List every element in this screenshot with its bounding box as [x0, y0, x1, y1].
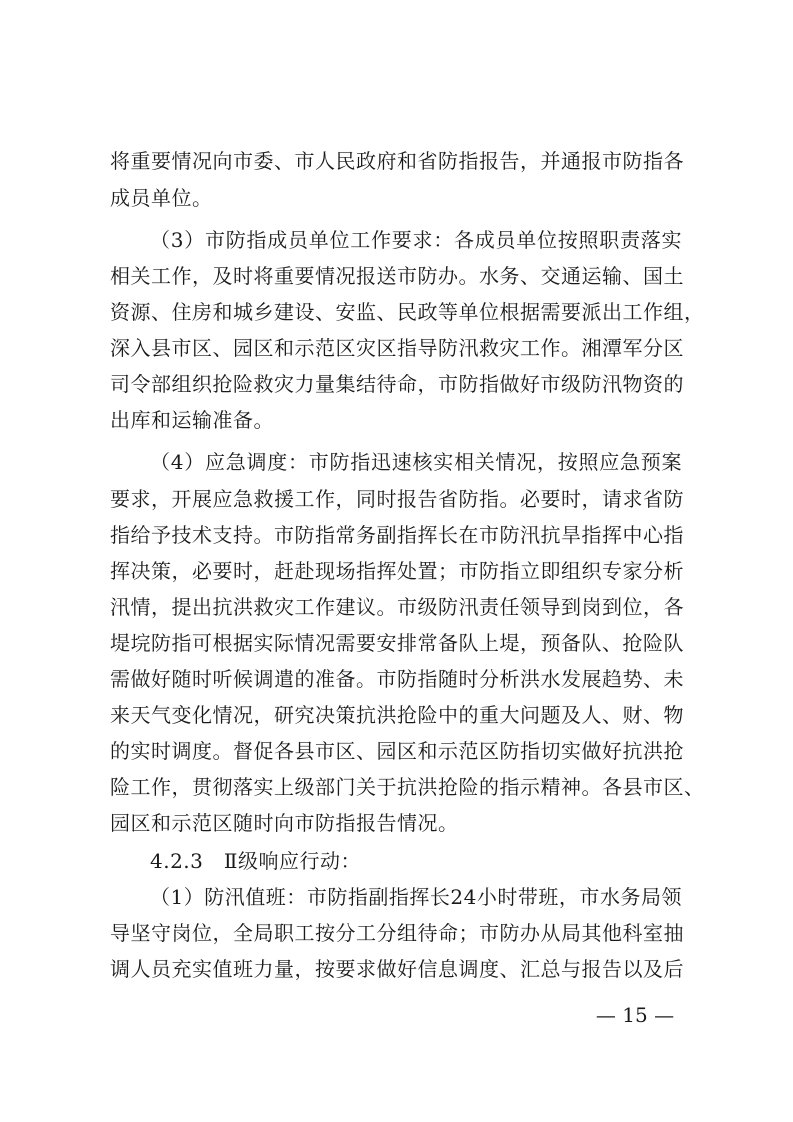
- text-line: 险工作，贯彻落实上级部门关于抗洪抢险的指示精神。各县市区、: [110, 775, 705, 799]
- text-line: 将重要情况向市委、市人民政府和省防指报告，并通报市防指各: [110, 149, 684, 173]
- text-line: 要求，开展应急救援工作，同时报告省防指。必要时，请求省防: [110, 487, 684, 511]
- text-line: 来天气变化情况，研究决策抗洪抢险中的重大问题及人、财、物: [110, 703, 684, 727]
- text-line: 汛情，提出抗洪救灾工作建议。市级防汛责任领导到岗到位，各: [110, 595, 684, 619]
- text-line: 资源、住房和城乡建设、安监、民政等单位根据需要派出工作组，: [110, 300, 705, 324]
- text-line: 司令部组织抢险救灾力量集结待命，市防指做好市级防汛物资的: [110, 372, 684, 396]
- text-line: 挥决策，必要时，赶赴现场指挥处置；市防指立即组织专家分析: [110, 559, 684, 583]
- text-line: 相关工作，及时将重要情况报送市防办。水务、交通运输、国土: [110, 264, 684, 288]
- text-line: 堤垸防指可根据实际情况需要安排常备队上堤，预备队、抢险队: [110, 631, 684, 655]
- text-line: 的实时调度。督促各县市区、园区和示范区防指切实做好抗洪抢: [110, 739, 684, 763]
- text-line: 需做好随时听候调遣的准备。市防指随时分析洪水发展趋势、未: [110, 667, 684, 691]
- page-number: — 15 —: [595, 1003, 675, 1027]
- section-heading: 4.2.3 Ⅱ级响应行动：: [150, 849, 361, 873]
- text-line: （3）市防指成员单位工作要求：各成员单位按照职责落实: [150, 228, 682, 252]
- text-line: （1）防汛值班：市防指副指挥长24小时带班，市水务局领: [150, 885, 682, 909]
- text-line: 园区和示范区随时向市防指报告情况。: [110, 811, 459, 835]
- text-line: 深入县市区、园区和示范区灾区指导防汛救灾工作。湘潭军分区: [110, 336, 684, 360]
- text-line: 指给予技术支持。市防指常务副指挥长在市防汛抗旱指挥中心指: [110, 523, 684, 547]
- text-line: 成员单位。: [110, 186, 213, 210]
- text-line: （4）应急调度：市防指迅速核实相关情况，按照应急预案: [150, 450, 682, 474]
- text-line: 调人员充实值班力量，按要求做好信息调度、汇总与报告以及后: [110, 957, 684, 981]
- text-line: 出库和运输准备。: [110, 408, 274, 432]
- text-line: 导坚守岗位，全局职工按分工分组待命；市防办从局其他科室抽: [110, 921, 684, 945]
